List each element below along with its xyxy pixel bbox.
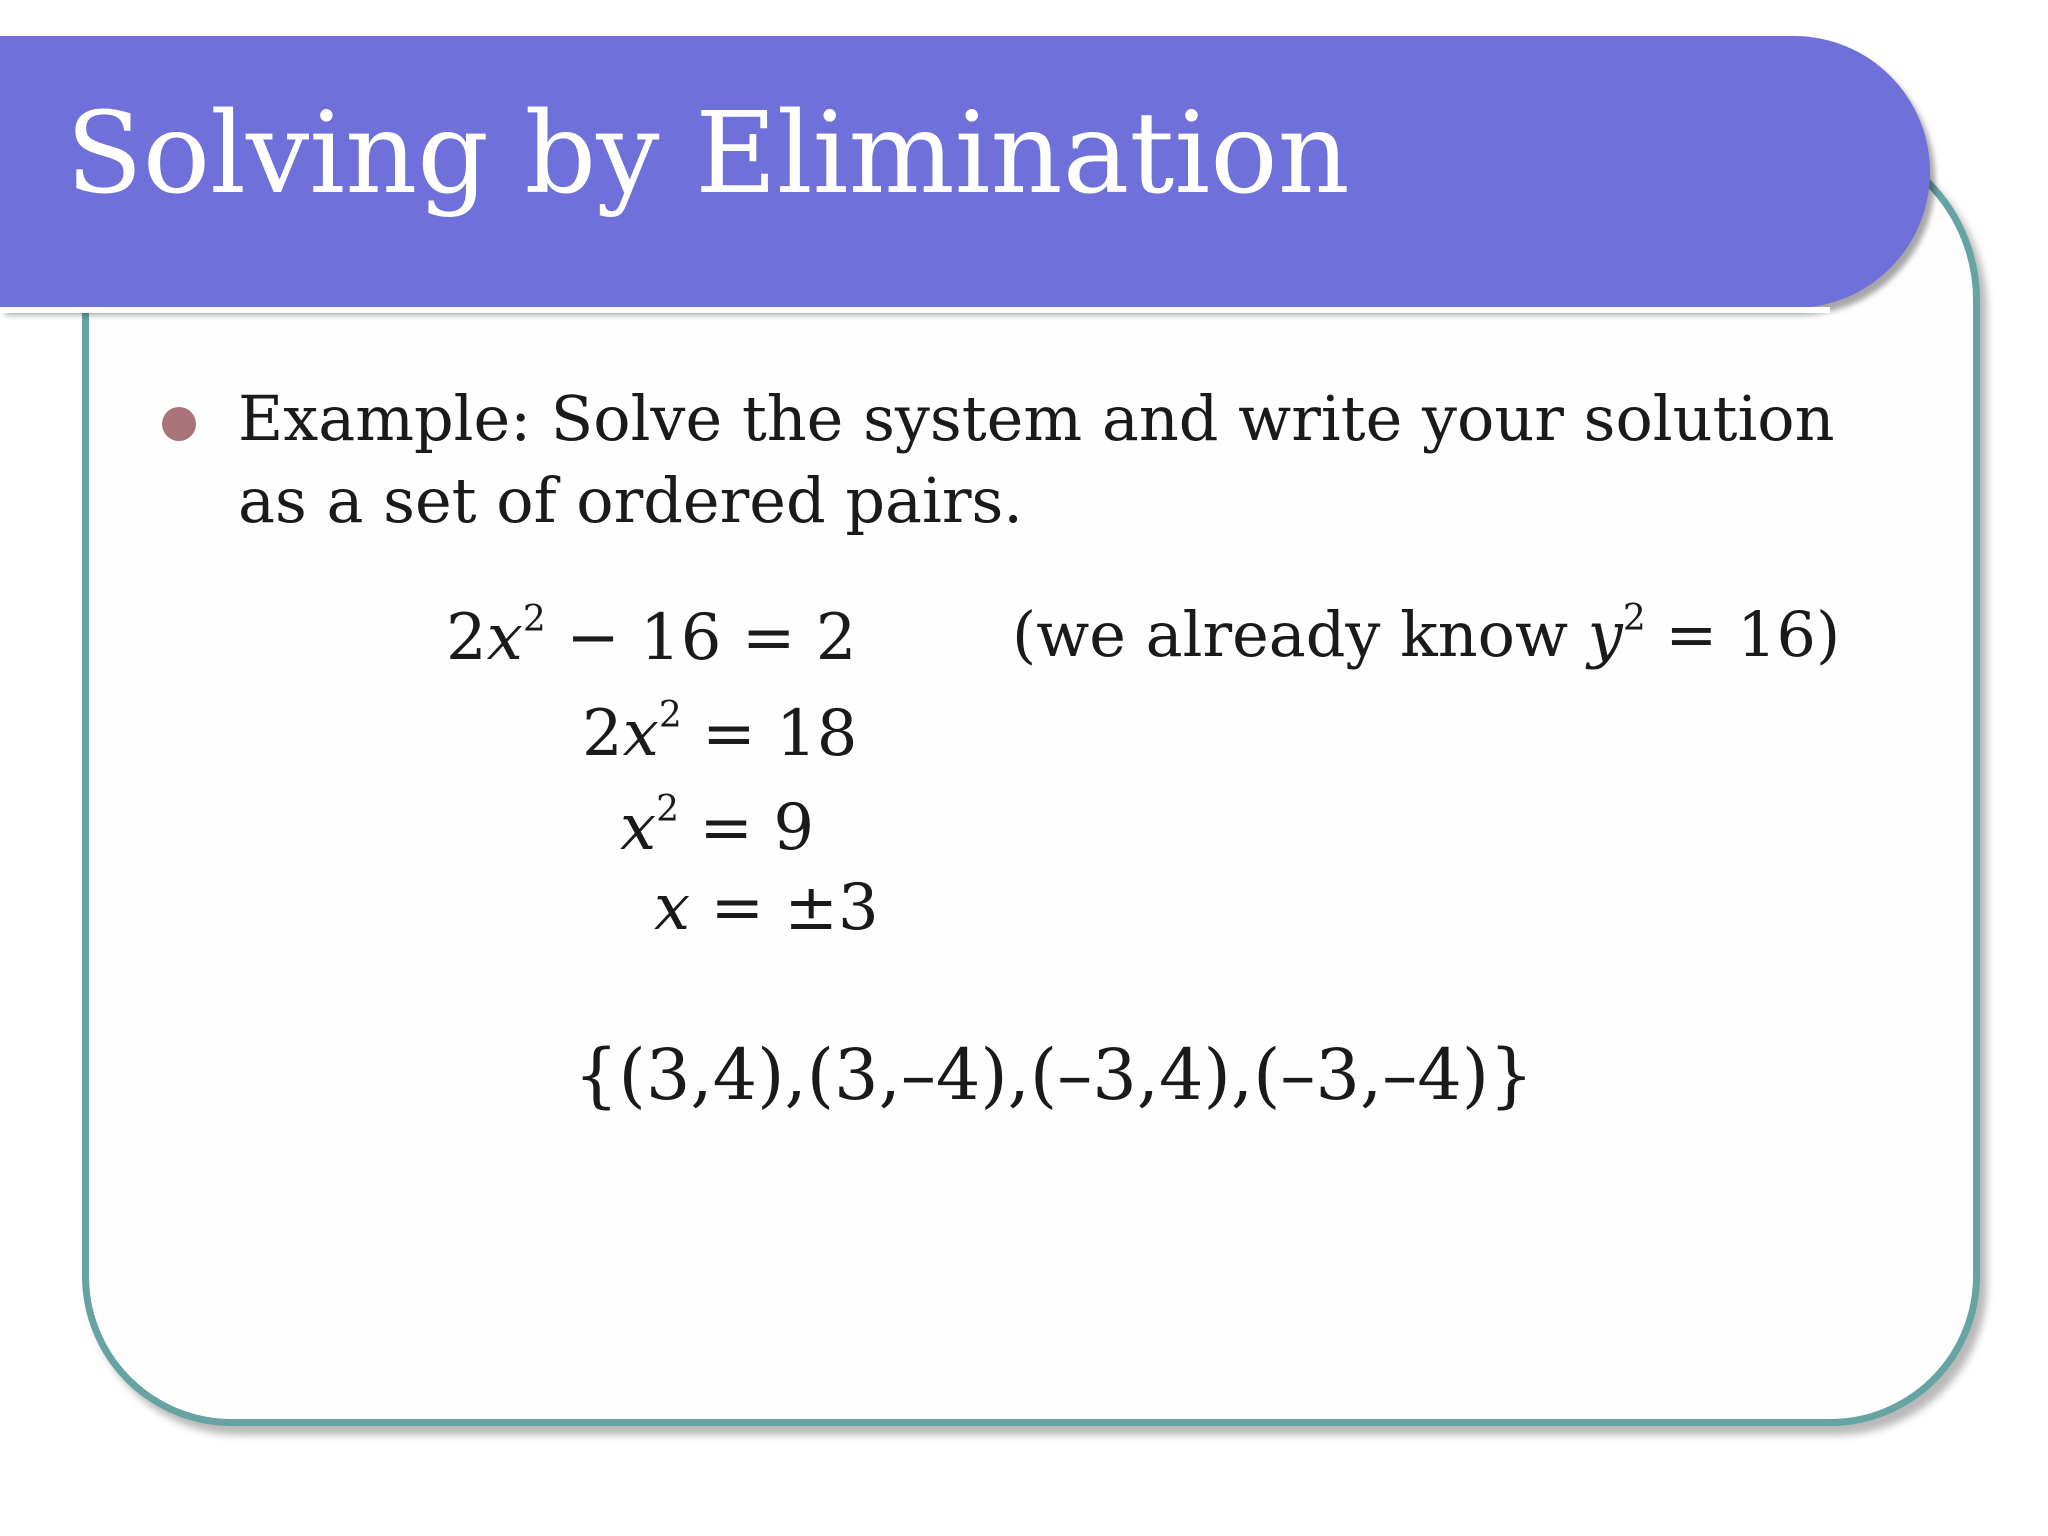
variable: x (654, 871, 691, 945)
note-open: (we already know (1012, 598, 1588, 671)
equation-rest: = 9 (679, 791, 815, 865)
title-underline (0, 307, 1830, 313)
exponent: 2 (522, 599, 546, 640)
variable: y (1587, 598, 1623, 671)
coefficient: 2 (446, 601, 487, 675)
exponent: 2 (1622, 598, 1646, 639)
equation-step-3 (620, 789, 815, 865)
equation-step-4 (654, 871, 879, 945)
bullet-text: Example: Solve the system and write your solution as a set of ordered pairs. (238, 382, 1835, 537)
note-rest: = 16) (1645, 598, 1841, 671)
variable: x (486, 601, 523, 675)
variable: x (620, 791, 657, 865)
exponent: 2 (656, 789, 679, 830)
content-frame (82, 130, 1980, 1426)
equation-step-2 (582, 695, 858, 771)
equation-rest: = ±3 (690, 871, 879, 945)
equation-rest: = 18 (681, 697, 858, 771)
equation-rest: − 16 = 2 (545, 601, 857, 675)
equation-step-1 (446, 599, 857, 675)
solution-set: {(3,4),(3,–4),(–3,4),(–3,–4)} (574, 1034, 1534, 1116)
known-value-note (1012, 598, 1841, 671)
bullet-icon (162, 407, 196, 441)
variable: x (622, 697, 659, 771)
exponent: 2 (658, 695, 682, 736)
slide-title: Solving by Elimination (66, 89, 1350, 219)
coefficient: 2 (582, 697, 623, 771)
